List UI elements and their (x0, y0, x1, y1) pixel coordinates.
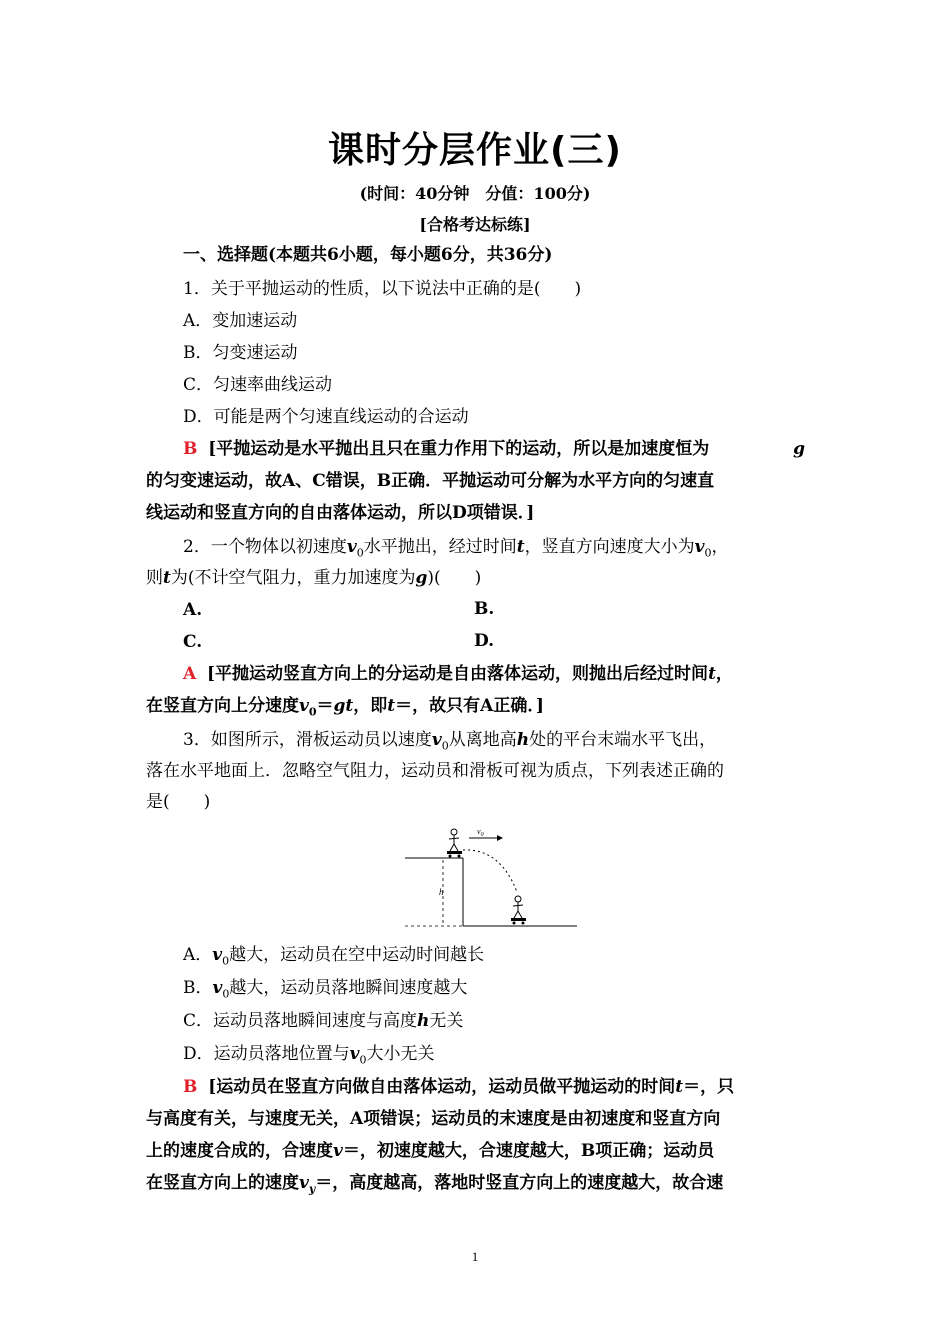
time-score-info: (时间：40分钟 分值：100分) (359, 184, 591, 203)
q1-option-d: D．可能是两个匀速直线运动的合运动 (183, 407, 469, 427)
q2-answer: A (183, 664, 197, 684)
q3-explanation-line-2: 与高度有关，与速度无关，A项错误；运动员的末速度是由初速度和竖直方向 (146, 1109, 721, 1129)
q3-option-a: A．$v_0$越大，运动员在空中运动时间越长 (183, 945, 485, 968)
q3-explanation-line-1: B [运动员在竖直方向做自由落体运动，运动员做平抛运动的时间t＝，只 (183, 1077, 735, 1097)
q1-answer: B (183, 439, 198, 459)
height-label: h (439, 887, 444, 897)
q1-option-a: A．变加速运动 (183, 311, 298, 331)
question-1-stem: 1．关于平抛运动的性质，以下说法中正确的是( ) (183, 279, 582, 299)
q1-option-c: C．匀速率曲线运动 (183, 375, 333, 395)
q3-option-d: D．运动员落地位置与$v_0$大小无关 (183, 1044, 435, 1067)
q2-option-a: A. (183, 600, 203, 620)
q2-explanation-line-2: 在竖直方向上分速度$v_0=gt$，即t＝，故只有A正确．] (146, 696, 544, 719)
question-2-stem-line-2: 则t为(不计空气阻力，重力加速度为g)( ) (146, 568, 482, 588)
q2-option-d: D. (474, 631, 495, 651)
q2-option-c: C. (183, 632, 203, 652)
q1-explanation-line-3: 线运动和竖直方向的自由落体运动，所以D项错误．] (146, 503, 535, 523)
q2-option-b: B. (474, 599, 495, 619)
page-title: 课时分层作业(三) (328, 130, 622, 171)
q3-explanation-line-3: 上的速度合成的，合速度v＝，初速度越大，合速度越大，B项正确；运动员 (146, 1141, 715, 1161)
q3-explanation-line-4: 在竖直方向上的速度$v_y=$，高度越高，落地时竖直方向上的速度越大，故合速 (146, 1173, 724, 1196)
part-heading: 一、选择题(本题共6小题，每小题6分，共36分) (183, 245, 553, 265)
page-number: 1 (471, 1249, 479, 1264)
q2-explanation-line-1: A [平抛运动竖直方向上的分运动是自由落体运动，则抛出后经过时间t， (183, 664, 733, 684)
question-3-stem-line-3: 是( ) (146, 792, 211, 812)
q1-explanation-line-1: B [平抛运动是水平抛出且只在重力作用下的运动，所以是加速度恒为 g (183, 439, 805, 459)
q1-explanation-line-2: 的匀变速运动，故A、C错误，B正确．平抛运动可分解为水平方向的匀速直 (146, 471, 715, 491)
q3-option-b: B．$v_0$越大，运动员落地瞬间速度越大 (183, 978, 468, 1001)
section-heading: [合格考达标练] (419, 215, 531, 234)
question-2-stem-line-1: 2．一个物体以初速度$v_0$水平抛出，经过时间t，竖直方向速度大小为$v_0$， (183, 537, 729, 560)
v0-label: $v_0$ (477, 827, 484, 838)
q3-option-c: C．运动员落地瞬间速度与高度h无关 (183, 1011, 464, 1031)
question-3-stem-line-2: 落在水平地面上．忽略空气阻力，运动员和滑板可视为质点，下列表述正确的 (146, 761, 724, 781)
skateboard-projectile-figure (405, 822, 580, 930)
q1-option-b: B．匀变速运动 (183, 343, 298, 363)
question-3-stem-line-1: 3．如图所示，滑板运动员以速度$v_0$从离地高h处的平台末端水平飞出， (183, 730, 717, 753)
q3-answer: B (183, 1077, 198, 1097)
